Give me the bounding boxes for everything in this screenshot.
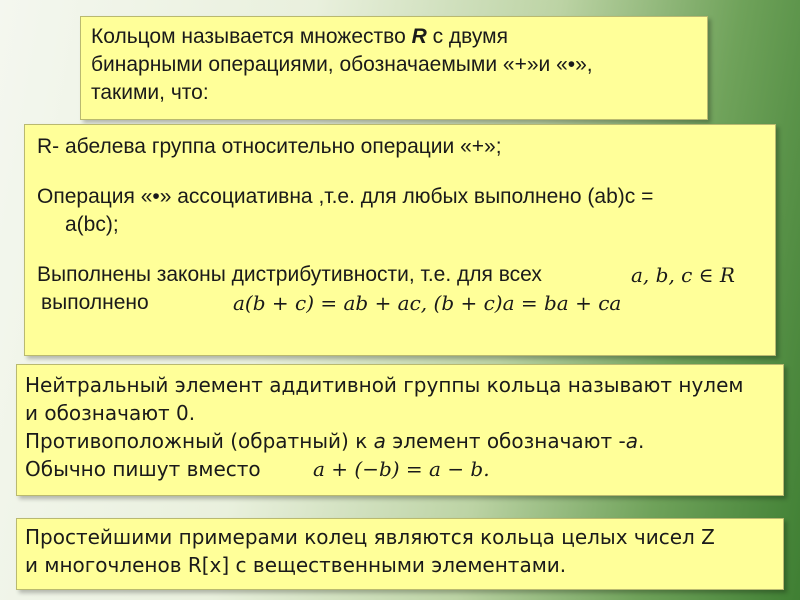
definition-text: Кольцом называется множество: [91, 25, 412, 48]
zero-line-1: Нейтральный элемент аддитивной группы кольца называют нулем: [25, 373, 744, 397]
ring-axioms-box: [24, 124, 776, 356]
axiom-distributivity: [37, 261, 763, 289]
definition-text-end: с двумя: [426, 25, 508, 48]
opposite-element-line: [25, 427, 775, 455]
subtraction-text: Обычно пишут вместо: [25, 457, 261, 481]
opposite-text-mid: элемент обозначают -: [385, 429, 626, 453]
symbol-a: а: [373, 429, 386, 453]
definition-line-3: такими, что:: [91, 81, 209, 104]
formula-distributivity: a(b + c) = ab + ac, (b + c)a = ba + ca: [233, 291, 622, 315]
zero-element-box: [16, 364, 784, 496]
distributivity-text-2: выполнено: [41, 291, 149, 314]
examples-line-2: и многочленов R[x] с вещественными элементами.: [25, 553, 567, 577]
axiom-associativity-cont: a(bc);: [65, 213, 119, 236]
symbol-a-2: а: [625, 429, 638, 453]
definition-line-1: [91, 23, 697, 51]
formula-subtraction: a + (−b) = a − b.: [313, 457, 490, 481]
ring-examples-box: [16, 518, 784, 590]
set-symbol-R: R: [411, 25, 427, 48]
axiom-abelian-group: R- абелева группа относительно операции «+»;: [37, 135, 502, 158]
ring-definition-box: [80, 16, 708, 120]
zero-line-2: и обозначают 0.: [25, 401, 196, 425]
axiom-associativity: Операция «•» ассоциативна ,т.е. для любых выполнено (ab)c =: [37, 185, 654, 208]
opposite-text-end: .: [638, 429, 645, 453]
subtraction-line: [25, 455, 775, 483]
axiom-distributivity-cont: [37, 289, 763, 317]
examples-line-1: Простейшими примерами колец являются кольца целых чисел Z: [25, 525, 715, 549]
formula-for-all-abc: a, b, c ∈ R: [631, 263, 735, 287]
definition-line-2: бинарными операциями, обозначаемыми «+»и «•»,: [91, 53, 593, 76]
opposite-text: Противоположный (обратный) к: [25, 429, 374, 453]
distributivity-text: Выполнены законы дистрибутивности, т.е. для всех: [37, 263, 542, 286]
